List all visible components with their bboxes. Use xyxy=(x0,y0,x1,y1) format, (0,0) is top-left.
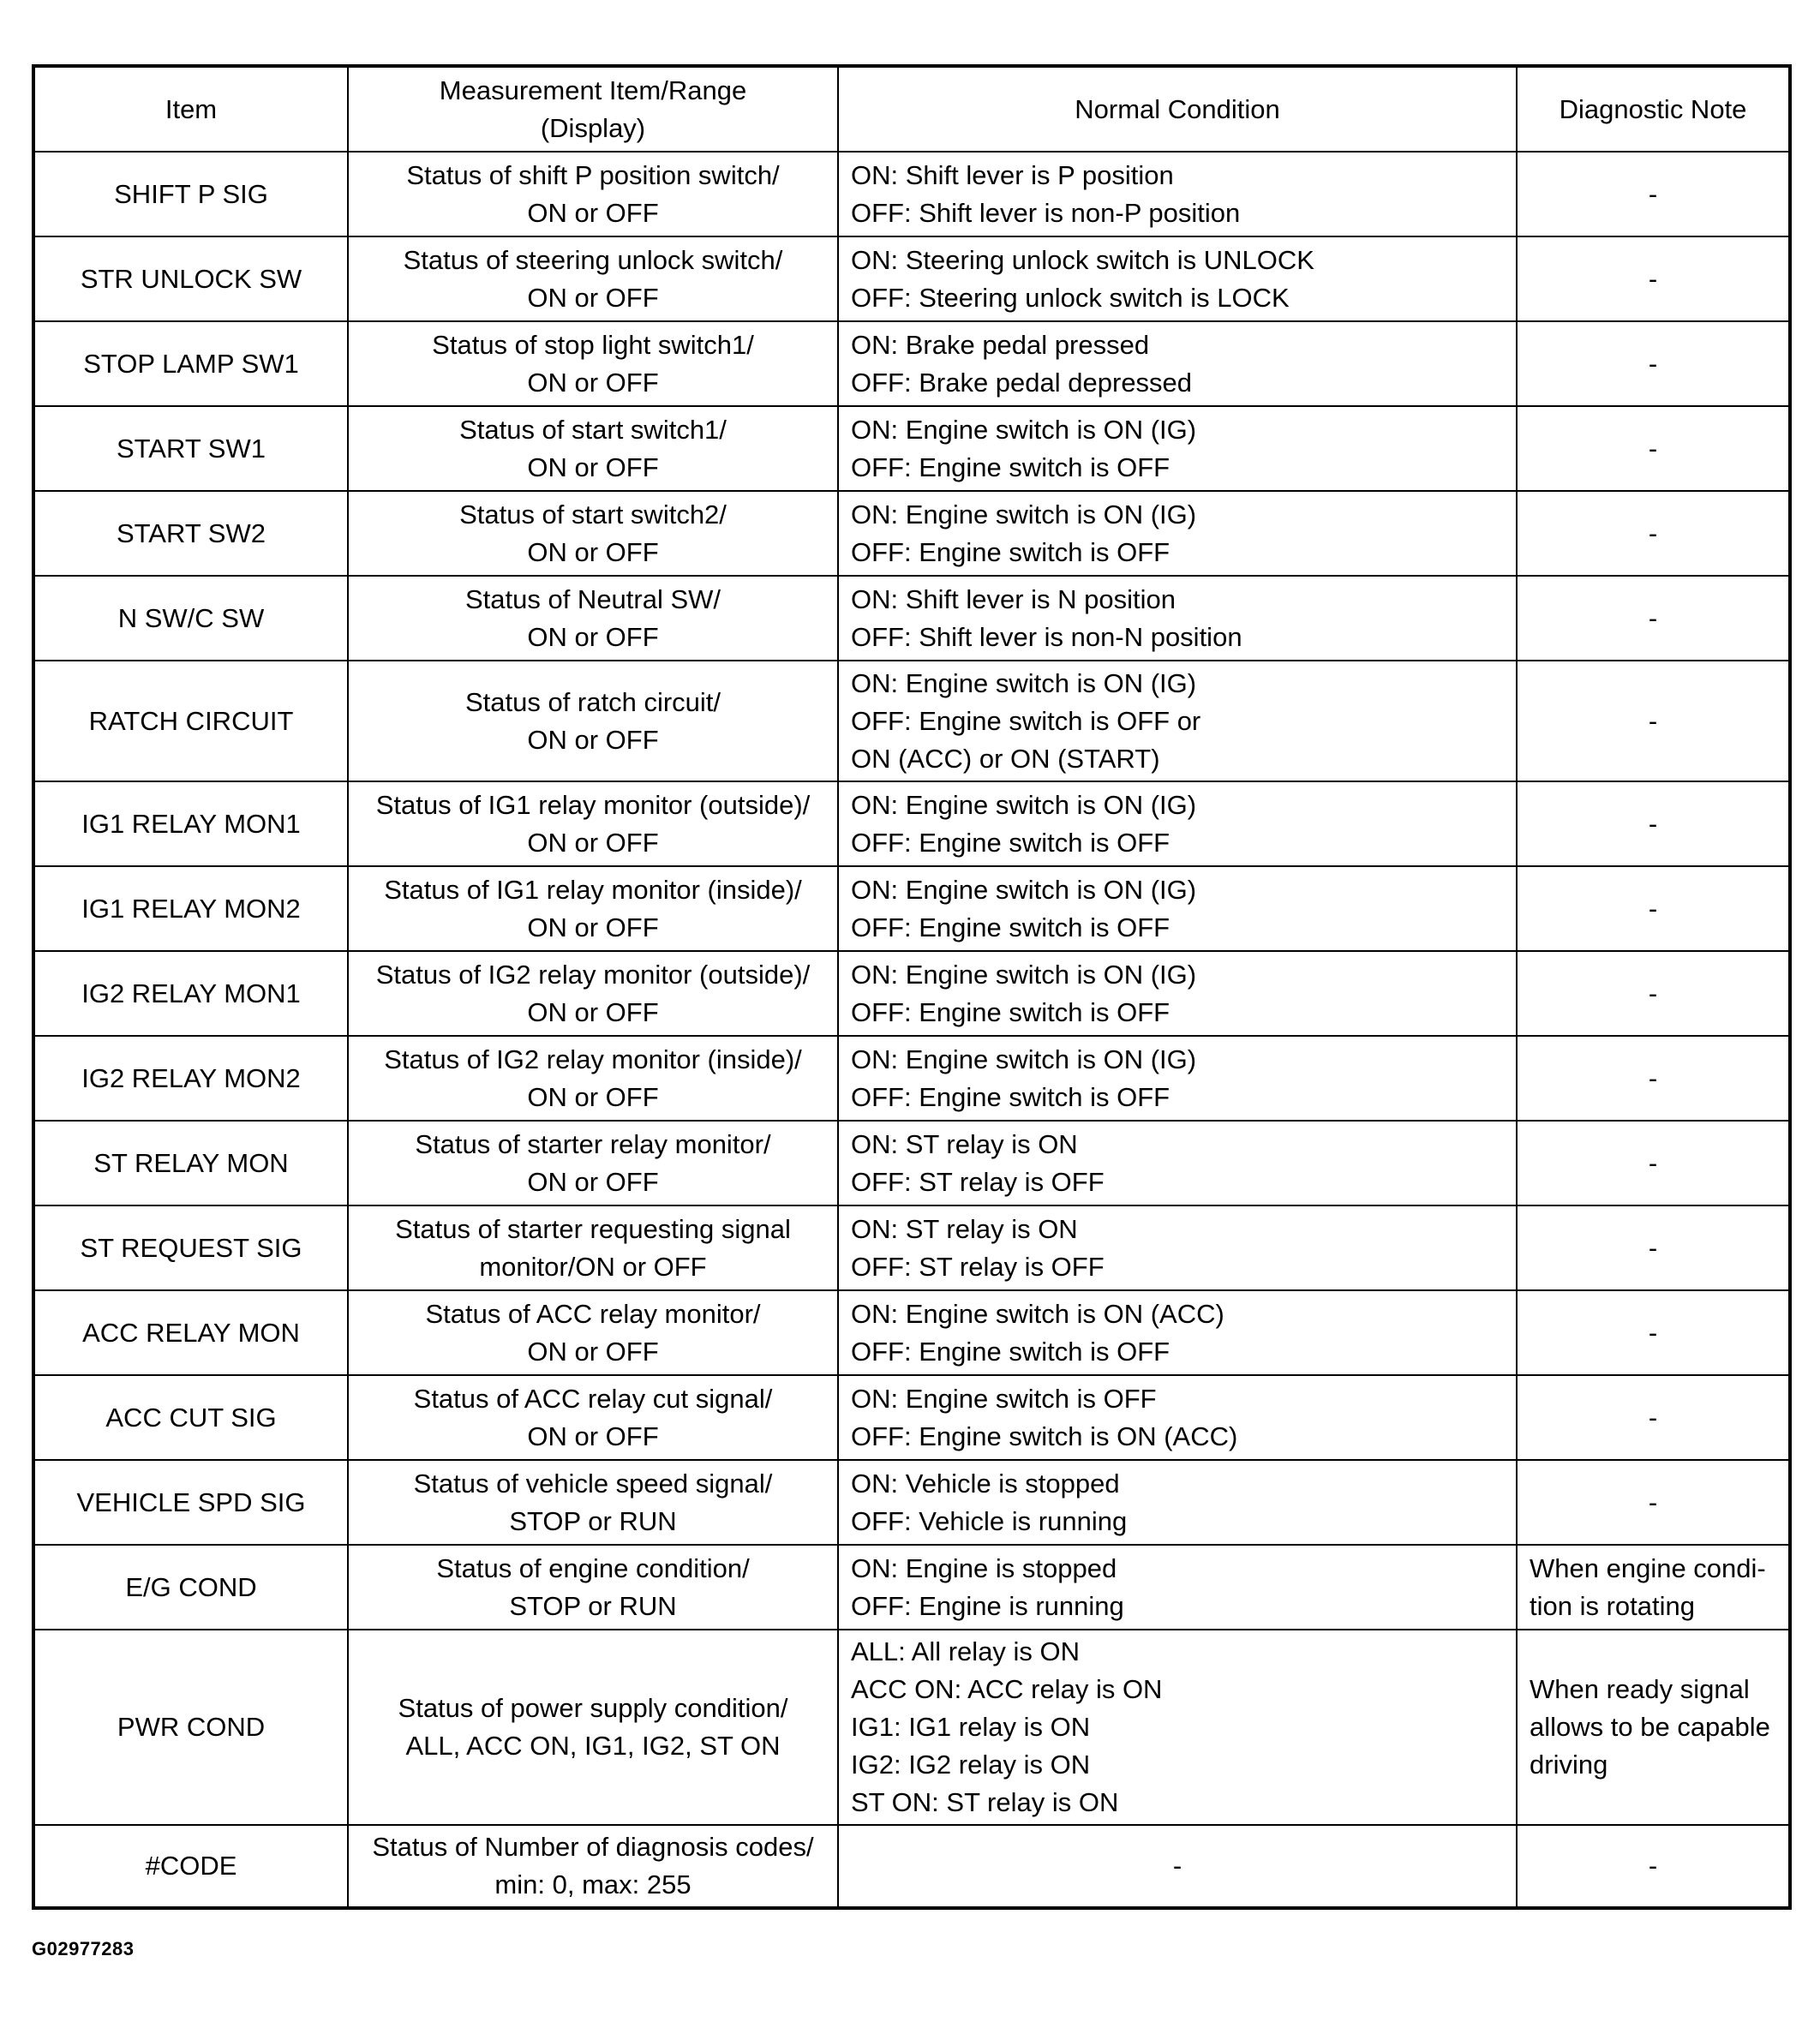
item-cell: START SW1 xyxy=(33,406,348,491)
range-cell xyxy=(348,1825,838,1908)
normal-condition-cell xyxy=(838,1460,1517,1545)
diagnostic-note-cell-line: - xyxy=(1648,1487,1658,1517)
range-cell-line: ON or OFF xyxy=(527,282,659,313)
range-cell-line: ON or OFF xyxy=(527,724,659,755)
diagnostic-note-cell-line: - xyxy=(1648,348,1658,379)
range-cell-line: Status of starter requesting signal xyxy=(395,1213,791,1244)
item-cell: E/G COND xyxy=(33,1545,348,1630)
range-cell-line: ON or OFF xyxy=(527,1166,659,1197)
normal-condition-cell-line: ON: Vehicle is stopped xyxy=(851,1468,1120,1499)
normal-condition-cell-line: ON (ACC) or ON (START) xyxy=(851,743,1160,774)
normal-condition-cell xyxy=(838,576,1517,661)
table-row xyxy=(33,1630,1790,1825)
diagnostic-note-cell xyxy=(1517,236,1790,321)
diagnostic-note-cell-line: allows to be capable xyxy=(1530,1712,1770,1742)
normal-condition-cell xyxy=(838,491,1517,576)
range-cell xyxy=(348,866,838,951)
normal-condition-cell-line: ACC ON: ACC relay is ON xyxy=(851,1674,1163,1704)
diagnostic-note-cell-line: - xyxy=(1648,1402,1658,1433)
item-cell: ST RELAY MON xyxy=(33,1121,348,1205)
table-row xyxy=(33,1290,1790,1375)
normal-condition-cell xyxy=(838,1290,1517,1375)
item-cell: STOP LAMP SW1 xyxy=(33,321,348,406)
normal-condition-cell xyxy=(838,152,1517,236)
header-diagnostic-note: Diagnostic Note xyxy=(1517,66,1790,152)
normal-condition-cell-line: ON: Engine switch is OFF xyxy=(851,1383,1157,1414)
normal-condition-cell-line: OFF: Shift lever is non-P position xyxy=(851,197,1241,228)
range-cell-line: Status of power supply condition/ xyxy=(398,1693,788,1723)
table-row xyxy=(33,321,1790,406)
diagnostic-note-cell xyxy=(1517,152,1790,236)
range-cell-line: ON or OFF xyxy=(527,1421,659,1451)
normal-condition-cell xyxy=(838,1375,1517,1460)
range-cell xyxy=(348,1290,838,1375)
diagnostic-note-cell-line: - xyxy=(1648,433,1658,464)
item-cell: ST REQUEST SIG xyxy=(33,1205,348,1290)
range-cell-line: STOP or RUN xyxy=(509,1590,677,1621)
normal-condition-cell xyxy=(838,661,1517,781)
diagnostic-note-cell-line: - xyxy=(1648,263,1658,294)
range-cell-line: Status of start switch2/ xyxy=(459,499,727,529)
diagnostic-note-cell-line: driving xyxy=(1530,1750,1608,1780)
normal-condition-cell-line: IG2: IG2 relay is ON xyxy=(851,1750,1091,1780)
diagnostic-note-cell xyxy=(1517,491,1790,576)
table-row xyxy=(33,491,1790,576)
range-cell-line: Status of ACC relay monitor/ xyxy=(425,1298,761,1329)
normal-condition-cell-line: ALL: All relay is ON xyxy=(851,1636,1081,1666)
table-row xyxy=(33,661,1790,781)
normal-condition-cell xyxy=(838,321,1517,406)
range-cell-line: ON or OFF xyxy=(527,452,659,482)
range-cell-line: Status of shift P position switch/ xyxy=(406,159,780,190)
normal-condition-cell-line: ON: ST relay is ON xyxy=(851,1213,1078,1244)
diagnostic-note-cell-line: - xyxy=(1648,978,1658,1008)
table-row xyxy=(33,1545,1790,1630)
diagnostic-note-cell xyxy=(1517,1630,1790,1825)
range-cell-line: Status of IG1 relay monitor (inside)/ xyxy=(384,874,802,905)
range-cell-line: Status of starter relay monitor/ xyxy=(415,1128,771,1159)
table-row xyxy=(33,951,1790,1036)
range-cell-line: Status of Neutral SW/ xyxy=(464,583,721,614)
item-cell: IG1 RELAY MON2 xyxy=(33,866,348,951)
diagnostic-note-cell-line: - xyxy=(1648,1232,1658,1263)
normal-condition-cell-line: OFF: Engine switch is OFF xyxy=(851,827,1170,858)
normal-condition-cell xyxy=(838,1036,1517,1121)
diagnostic-note-cell xyxy=(1517,1036,1790,1121)
normal-condition-cell-line: ON: Engine switch is ON (IG) xyxy=(851,874,1197,905)
range-cell-line: min: 0, max: 255 xyxy=(494,1869,691,1899)
range-cell xyxy=(348,1545,838,1630)
normal-condition-cell-line: ON: Shift lever is P position xyxy=(851,159,1174,190)
range-cell-line: ON or OFF xyxy=(527,197,659,228)
table-row xyxy=(33,866,1790,951)
range-cell-line: ON or OFF xyxy=(527,1336,659,1367)
normal-condition-cell-line: ON: Brake pedal pressed xyxy=(851,329,1150,360)
range-cell xyxy=(348,152,838,236)
range-cell-line: Status of IG2 relay monitor (inside)/ xyxy=(384,1044,802,1074)
item-cell: IG1 RELAY MON1 xyxy=(33,781,348,866)
range-cell xyxy=(348,661,838,781)
table-row xyxy=(33,781,1790,866)
table-row xyxy=(33,406,1790,491)
normal-condition-cell-line: OFF: ST relay is OFF xyxy=(851,1251,1105,1282)
range-cell xyxy=(348,1375,838,1460)
diagnostic-note-cell-line: - xyxy=(1648,178,1658,209)
range-cell xyxy=(348,951,838,1036)
range-cell-line: Status of ratch circuit/ xyxy=(464,686,721,717)
normal-condition-cell xyxy=(838,1205,1517,1290)
normal-condition-cell-line: OFF: Vehicle is running xyxy=(851,1505,1128,1536)
diagnostic-note-cell-line: When engine condi- xyxy=(1530,1552,1766,1583)
range-cell-line: ALL, ACC ON, IG1, IG2, ST ON xyxy=(405,1731,781,1761)
diagnostic-note-cell xyxy=(1517,406,1790,491)
normal-condition-cell-line: OFF: Engine switch is ON (ACC) xyxy=(851,1421,1238,1451)
diagnostic-note-cell-line: - xyxy=(1648,1062,1658,1093)
header-range: Measurement Item/Range (Display) xyxy=(348,66,838,152)
diagnostic-note-cell xyxy=(1517,1205,1790,1290)
normal-condition-cell-line: OFF: Engine switch is OFF xyxy=(851,536,1170,567)
normal-condition-cell xyxy=(838,406,1517,491)
diagnostic-note-cell xyxy=(1517,576,1790,661)
diagnostic-note-cell xyxy=(1517,1375,1790,1460)
normal-condition-cell-line: OFF: Brake pedal depressed xyxy=(851,367,1193,398)
diagnostic-note-cell xyxy=(1517,1545,1790,1630)
range-cell-line: Status of ACC relay cut signal/ xyxy=(413,1383,773,1414)
normal-condition-cell-line: ST ON: ST relay is ON xyxy=(851,1787,1119,1817)
range-cell-line: Status of Number of diagnosis codes/ xyxy=(372,1832,814,1862)
diagnostic-note-cell-line: - xyxy=(1648,1851,1658,1881)
range-cell xyxy=(348,491,838,576)
normal-condition-cell-line: OFF: Engine switch is OFF or xyxy=(851,705,1201,736)
range-cell-line: ON or OFF xyxy=(527,996,659,1027)
diagnostic-note-cell-line: When ready signal xyxy=(1530,1674,1750,1704)
normal-condition-cell-line: ON: Engine switch is ON (IG) xyxy=(851,414,1197,445)
normal-condition-cell-line: OFF: Shift lever is non-N position xyxy=(851,621,1242,652)
item-cell: IG2 RELAY MON1 xyxy=(33,951,348,1036)
normal-condition-cell xyxy=(838,1630,1517,1825)
normal-condition-cell xyxy=(838,236,1517,321)
range-cell-line: ON or OFF xyxy=(527,912,659,942)
header-normal-condition: Normal Condition xyxy=(838,66,1517,152)
data-list-table-container xyxy=(32,64,1788,1910)
range-cell-line: Status of steering unlock switch/ xyxy=(403,244,783,275)
diagnostic-note-cell-line: - xyxy=(1648,602,1658,633)
normal-condition-cell-line: ON: Engine switch is ON (IG) xyxy=(851,789,1197,820)
normal-condition-cell xyxy=(838,1121,1517,1205)
range-cell-line: Status of engine condition/ xyxy=(436,1552,750,1583)
range-cell xyxy=(348,236,838,321)
diagnostic-note-cell-line: - xyxy=(1648,705,1658,736)
range-cell-line: ON or OFF xyxy=(527,621,659,652)
normal-condition-cell-line: IG1: IG1 relay is ON xyxy=(851,1712,1091,1742)
item-cell: ACC RELAY MON xyxy=(33,1290,348,1375)
data-list-table xyxy=(32,64,1792,1910)
diagnostic-note-cell xyxy=(1517,1825,1790,1908)
range-cell-line: Status of IG1 relay monitor (outside)/ xyxy=(375,789,811,820)
diagnostic-note-cell xyxy=(1517,866,1790,951)
range-cell xyxy=(348,1460,838,1545)
table-row xyxy=(33,1460,1790,1545)
item-cell: SHIFT P SIG xyxy=(33,152,348,236)
item-cell: N SW/C SW xyxy=(33,576,348,661)
table-row xyxy=(33,1205,1790,1290)
normal-condition-cell xyxy=(838,866,1517,951)
diagnostic-note-cell-line: - xyxy=(1648,517,1658,548)
range-cell-line: ON or OFF xyxy=(527,1081,659,1112)
range-cell-line: Status of start switch1/ xyxy=(459,414,727,445)
range-cell xyxy=(348,1036,838,1121)
normal-condition-cell xyxy=(838,781,1517,866)
normal-condition-cell-line: OFF: ST relay is OFF xyxy=(851,1166,1105,1197)
header-row xyxy=(33,66,1790,152)
normal-condition-cell-line: ON: Engine switch is ON (IG) xyxy=(851,667,1197,698)
normal-condition-cell xyxy=(838,1545,1517,1630)
range-cell-line: Status of IG2 relay monitor (outside)/ xyxy=(375,959,811,990)
range-cell-line: ON or OFF xyxy=(527,536,659,567)
item-cell: IG2 RELAY MON2 xyxy=(33,1036,348,1121)
normal-condition-cell-line: OFF: Engine switch is OFF xyxy=(851,452,1170,482)
range-cell-line: STOP or RUN xyxy=(509,1505,677,1536)
header-item: Item xyxy=(33,66,348,152)
diagnostic-note-cell-line: - xyxy=(1648,893,1658,924)
normal-condition-cell-line: ON: Steering unlock switch is UNLOCK xyxy=(851,244,1314,275)
range-cell xyxy=(348,321,838,406)
normal-condition-cell-line: ON: Engine switch is ON (ACC) xyxy=(851,1298,1224,1329)
range-cell-line: ON or OFF xyxy=(527,827,659,858)
item-cell: RATCH CIRCUIT xyxy=(33,661,348,781)
range-cell xyxy=(348,406,838,491)
table-row xyxy=(33,1036,1790,1121)
range-cell-line: ON or OFF xyxy=(527,367,659,398)
normal-condition-cell-line: OFF: Engine switch is OFF xyxy=(851,1336,1170,1367)
table-row xyxy=(33,576,1790,661)
normal-condition-cell-line: ON: Shift lever is N position xyxy=(851,583,1176,614)
range-cell xyxy=(348,1121,838,1205)
diagnostic-note-cell xyxy=(1517,321,1790,406)
normal-condition-cell-line: OFF: Engine switch is OFF xyxy=(851,912,1170,942)
range-cell xyxy=(348,1205,838,1290)
normal-condition-cell-line: OFF: Engine switch is OFF xyxy=(851,1081,1170,1112)
normal-condition-cell xyxy=(838,1825,1517,1908)
table-row xyxy=(33,1375,1790,1460)
item-cell: VEHICLE SPD SIG xyxy=(33,1460,348,1545)
diagnostic-note-cell xyxy=(1517,951,1790,1036)
diagnostic-note-cell-line: - xyxy=(1648,1317,1658,1348)
diagnostic-note-cell-line: tion is rotating xyxy=(1530,1590,1695,1621)
diagnostic-note-cell xyxy=(1517,661,1790,781)
range-cell xyxy=(348,576,838,661)
normal-condition-cell xyxy=(838,951,1517,1036)
diagnostic-note-cell-line: - xyxy=(1648,1147,1658,1178)
item-cell: STR UNLOCK SW xyxy=(33,236,348,321)
diagnostic-note-cell xyxy=(1517,1460,1790,1545)
normal-condition-cell-line: OFF: Steering unlock switch is LOCK xyxy=(851,282,1290,313)
normal-condition-cell-line: OFF: Engine switch is OFF xyxy=(851,996,1170,1027)
range-cell xyxy=(348,1630,838,1825)
table-row xyxy=(33,152,1790,236)
normal-condition-cell-line: ON: Engine switch is ON (IG) xyxy=(851,959,1197,990)
item-cell: START SW2 xyxy=(33,491,348,576)
table-row xyxy=(33,1121,1790,1205)
item-cell: ACC CUT SIG xyxy=(33,1375,348,1460)
figure-code: G02977283 xyxy=(32,1938,135,1959)
range-cell xyxy=(348,781,838,866)
range-cell-line: Status of stop light switch1/ xyxy=(432,329,754,360)
range-cell-line: monitor/ON or OFF xyxy=(479,1251,707,1282)
item-cell: #CODE xyxy=(33,1825,348,1908)
item-cell: PWR COND xyxy=(33,1630,348,1825)
diagnostic-note-cell xyxy=(1517,1290,1790,1375)
diagnostic-note-cell xyxy=(1517,1121,1790,1205)
diagnostic-note-cell xyxy=(1517,781,1790,866)
normal-condition-cell-line: ON: Engine switch is ON (IG) xyxy=(851,499,1197,529)
normal-condition-cell-line: - xyxy=(1172,1851,1182,1881)
diagnostic-note-cell-line: - xyxy=(1648,808,1658,839)
normal-condition-cell-line: ON: ST relay is ON xyxy=(851,1128,1078,1159)
normal-condition-cell-line: ON: Engine switch is ON (IG) xyxy=(851,1044,1197,1074)
table-row xyxy=(33,1825,1790,1908)
normal-condition-cell-line: OFF: Engine is running xyxy=(851,1590,1124,1621)
table-row xyxy=(33,236,1790,321)
range-cell-line: Status of vehicle speed signal/ xyxy=(413,1468,773,1499)
normal-condition-cell-line: ON: Engine is stopped xyxy=(851,1552,1117,1583)
